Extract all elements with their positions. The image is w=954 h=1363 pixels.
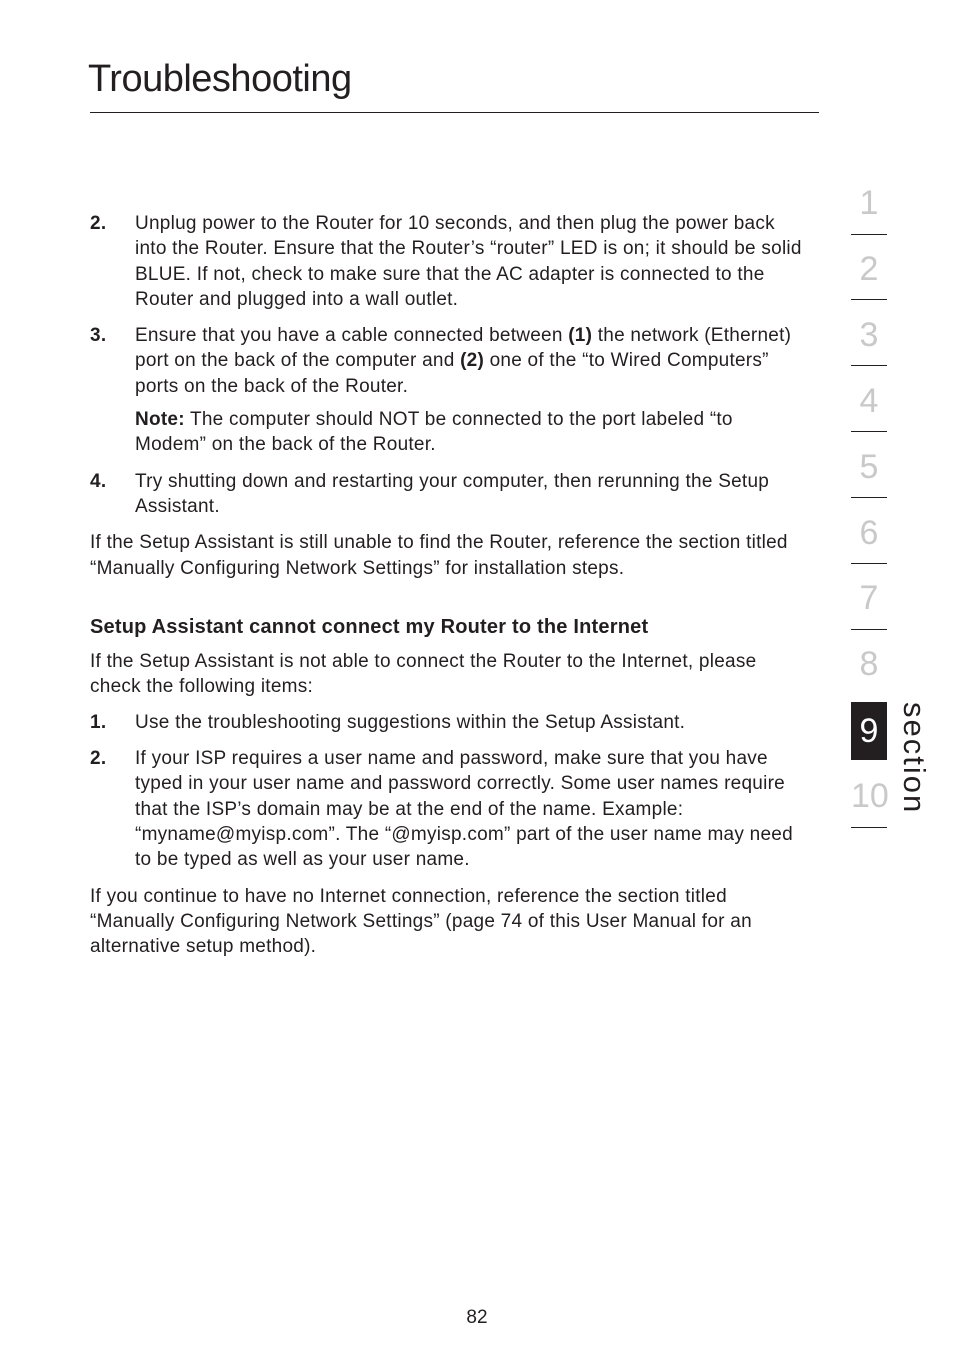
- list-number: 4.: [90, 470, 107, 492]
- section-tab-6[interactable]: 6: [859, 514, 879, 552]
- paragraph: If the Setup Assistant is not able to connect the Router to the Internet, please check the following items:: [90, 651, 757, 698]
- bold-marker: (2): [460, 350, 485, 372]
- text-run: Ensure that you have a cable connected between: [135, 325, 569, 347]
- list-item: [90, 746, 805, 872]
- text-run: the network (Ethernet) port on the back of the computer and: [135, 325, 792, 372]
- title-divider: [90, 112, 819, 113]
- section-tab-9-active[interactable]: 9: [851, 702, 887, 760]
- tab-divider: [851, 431, 887, 432]
- section-tab-10[interactable]: 10: [851, 777, 889, 815]
- section-tab-5[interactable]: 5: [859, 448, 879, 486]
- section-tab-8[interactable]: 8: [859, 645, 879, 683]
- tab-divider: [851, 234, 887, 235]
- list-body: [135, 323, 805, 457]
- section-tab-2[interactable]: 2: [859, 250, 879, 288]
- paragraph: If you continue to have no Internet connection, reference the section titled “Manually Configuring Network Settings” (page 74 of this User Manual for an alternative setup method).: [90, 885, 752, 958]
- tab-divider: [851, 827, 887, 828]
- section-tab-7[interactable]: 7: [859, 579, 879, 617]
- section-tab-4[interactable]: 4: [859, 382, 879, 420]
- section-tab-1[interactable]: 1: [859, 184, 879, 222]
- list-number: 2.: [90, 213, 107, 234]
- paragraph: If the Setup Assistant is still unable to find the Router, reference the section titled “Manually Configuring Network Settings” for installation steps.: [90, 532, 788, 579]
- list-text: Use the troubleshooting suggestions within the Setup Assistant.: [135, 711, 686, 733]
- tab-divider: [851, 497, 887, 498]
- list-number: 2.: [90, 748, 107, 770]
- tab-divider: [851, 629, 887, 630]
- list-item: [90, 323, 805, 457]
- page-title: Troubleshooting: [88, 58, 352, 100]
- section-tab-3[interactable]: 3: [859, 316, 879, 354]
- note-label: Note:: [135, 409, 185, 431]
- list-item: [90, 710, 805, 735]
- list-number: 3.: [90, 325, 107, 347]
- list-number: 1.: [90, 711, 107, 733]
- subheading: Setup Assistant cannot connect my Router to the Internet: [90, 615, 649, 638]
- main-content: [90, 211, 805, 969]
- tab-divider: [851, 365, 887, 366]
- list-text: [135, 323, 805, 399]
- bold-marker: (1): [568, 325, 593, 347]
- list-item: [90, 469, 805, 520]
- note: [135, 407, 805, 458]
- list-text: Unplug power to the Router for 10 seconds, and then plug the power back into the Router. Ensure that the Router’s “router” LED is on; it should be solid BLUE. If not, check to make sure that the AC adapter is connected to the Router and plugged into a wall outlet.: [135, 213, 802, 310]
- section-label: section: [897, 702, 932, 815]
- tab-divider: [851, 299, 887, 300]
- note-text: The computer should NOT be connected to the port labeled “to Modem” on the back of the Router.: [135, 409, 733, 456]
- text-run: one of the “to Wired Computers” ports on the back of the Router.: [135, 350, 769, 397]
- list-text: If your ISP requires a user name and password, make sure that you have typed in your user name and password correctly. Some user names require that the ISP’s domain may be at the end of the name. Example: “myname@myisp.com”. The “@myisp.com” part of the user name may need to be typed as well as your user name.: [135, 748, 793, 871]
- list-item: [90, 211, 805, 312]
- list-text: Try shutting down and restarting your computer, then rerunning the Setup Assistant.: [135, 470, 770, 517]
- page-number: 82: [466, 1307, 488, 1328]
- tab-divider: [851, 563, 887, 564]
